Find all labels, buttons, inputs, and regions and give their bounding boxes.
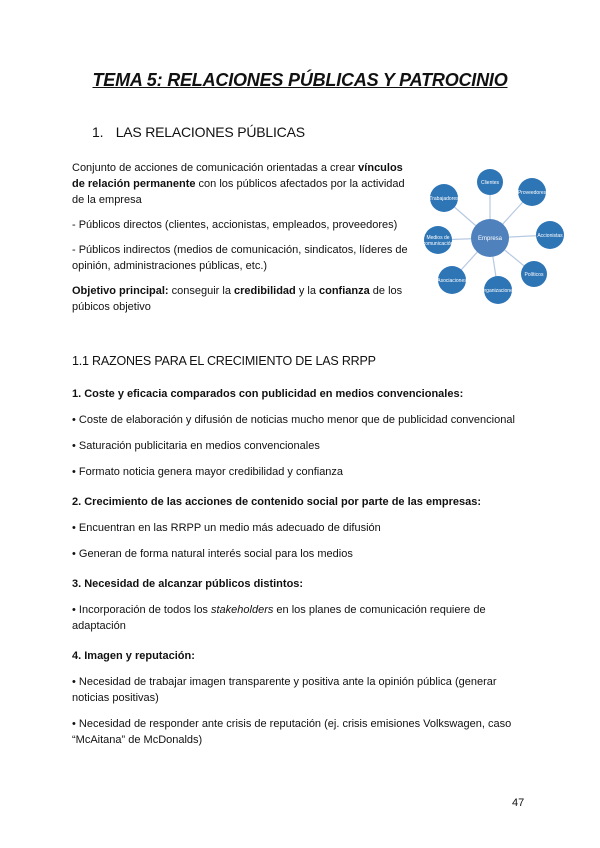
objective-text-2: y la — [295, 285, 319, 297]
diagram-node-label: Organizaciones — [480, 288, 516, 294]
objective-label: Objetivo principal: — [72, 285, 169, 297]
reason-3-bullet-1 — [72, 602, 527, 634]
reason-2-bullet-2: • Generan de forma natural interés social para los medios — [72, 548, 353, 560]
page-number: 47 — [512, 797, 525, 809]
diagram-node-label: Asociaciones — [437, 278, 467, 284]
diagram-node-label: comunicación — [422, 241, 454, 247]
objective-text-end: de los púbicos objetivo — [72, 285, 403, 313]
stakeholder-diagram — [410, 160, 570, 310]
objective-trust: confianza — [319, 285, 370, 297]
reason-heading-4: 4. Imagen y reputación: — [72, 650, 195, 662]
reason-2-bullet-1: • Encuentran en las RRPP un medio más adecuado de difusión — [72, 522, 381, 534]
reason-heading-3: 3. Necesidad de alcanzar públicos distintos: — [72, 578, 304, 590]
section-heading — [92, 124, 305, 140]
reason-4-bullet-2: • Necesidad de responder ante crisis de reputación (ej. crisis emisiones Volkswagen, caso “McAitana” de McDonalds) — [72, 718, 512, 746]
definition-text-end: con los públicos afectados por la actividad de la empresa — [72, 178, 405, 206]
direct-publics: - Públicos directos (clientes, accionistas, empleados, proveedores) — [72, 219, 398, 231]
indirect-publics: - Públicos indirectos (medios de comunicación, sindicatos, líderes de opinión, administraciones públicas, etc.) — [72, 244, 408, 272]
diagram-node-label: Trabajadores — [429, 196, 459, 202]
diagram-center-label: Empresa — [477, 236, 503, 242]
objective-paragraph — [72, 283, 412, 315]
reason-1-bullet-1: • Coste de elaboración y difusión de noticias mucho menor que de publicidad convencional — [72, 414, 515, 426]
reason-heading-2: 2. Crecimiento de las acciones de contenido social por parte de las empresas: — [72, 496, 481, 508]
reason-4-bullet-1: • Necesidad de trabajar imagen transparente y positiva ante la opinión pública (generar noticias positivas) — [72, 676, 497, 704]
reason-heading-1: 1. Coste y eficacia comparados con publicidad en medios convencionales: — [72, 388, 464, 400]
reason-3-text-end: en los planes de comunicación requiere de adaptación — [72, 604, 486, 632]
section-heading-text: LAS RELACIONES PÚBLICAS — [115, 124, 305, 140]
diagram-node-label: Medios de — [426, 235, 450, 241]
diagram-node-label: Políticos — [524, 272, 544, 278]
diagram-node-label: Clientes — [480, 180, 500, 186]
definition-paragraph — [72, 160, 412, 208]
stakeholders-term: stakeholders — [211, 604, 274, 616]
reason-1-bullet-3: • Formato noticia genera mayor credibilidad y confianza — [72, 466, 344, 478]
reason-3-text: • Incorporación de todos los — [72, 604, 211, 616]
stakeholder-diagram-svg — [410, 160, 570, 310]
intro-block — [72, 160, 412, 324]
section-number: 1. — [92, 124, 104, 140]
definition-emphasis: vínculos de relación permanente — [72, 162, 403, 190]
reasons-list — [72, 386, 527, 758]
objective-text: conseguir la — [168, 285, 235, 297]
page-title: TEMA 5: RELACIONES PÚBLICAS Y PATROCINIO — [92, 70, 508, 90]
diagram-node-label: Proveedores — [517, 190, 547, 196]
objective-credibility: credibilidad — [234, 285, 296, 297]
definition-text: Conjunto de acciones de comunicación orientadas a crear — [72, 162, 359, 174]
reason-1-bullet-2: • Saturación publicitaria en medios convencionales — [72, 440, 320, 452]
subsection-heading: 1.1 RAZONES PARA EL CRECIMIENTO DE LAS RRPP — [72, 354, 376, 368]
diagram-node-label: Accionistas — [537, 233, 563, 239]
